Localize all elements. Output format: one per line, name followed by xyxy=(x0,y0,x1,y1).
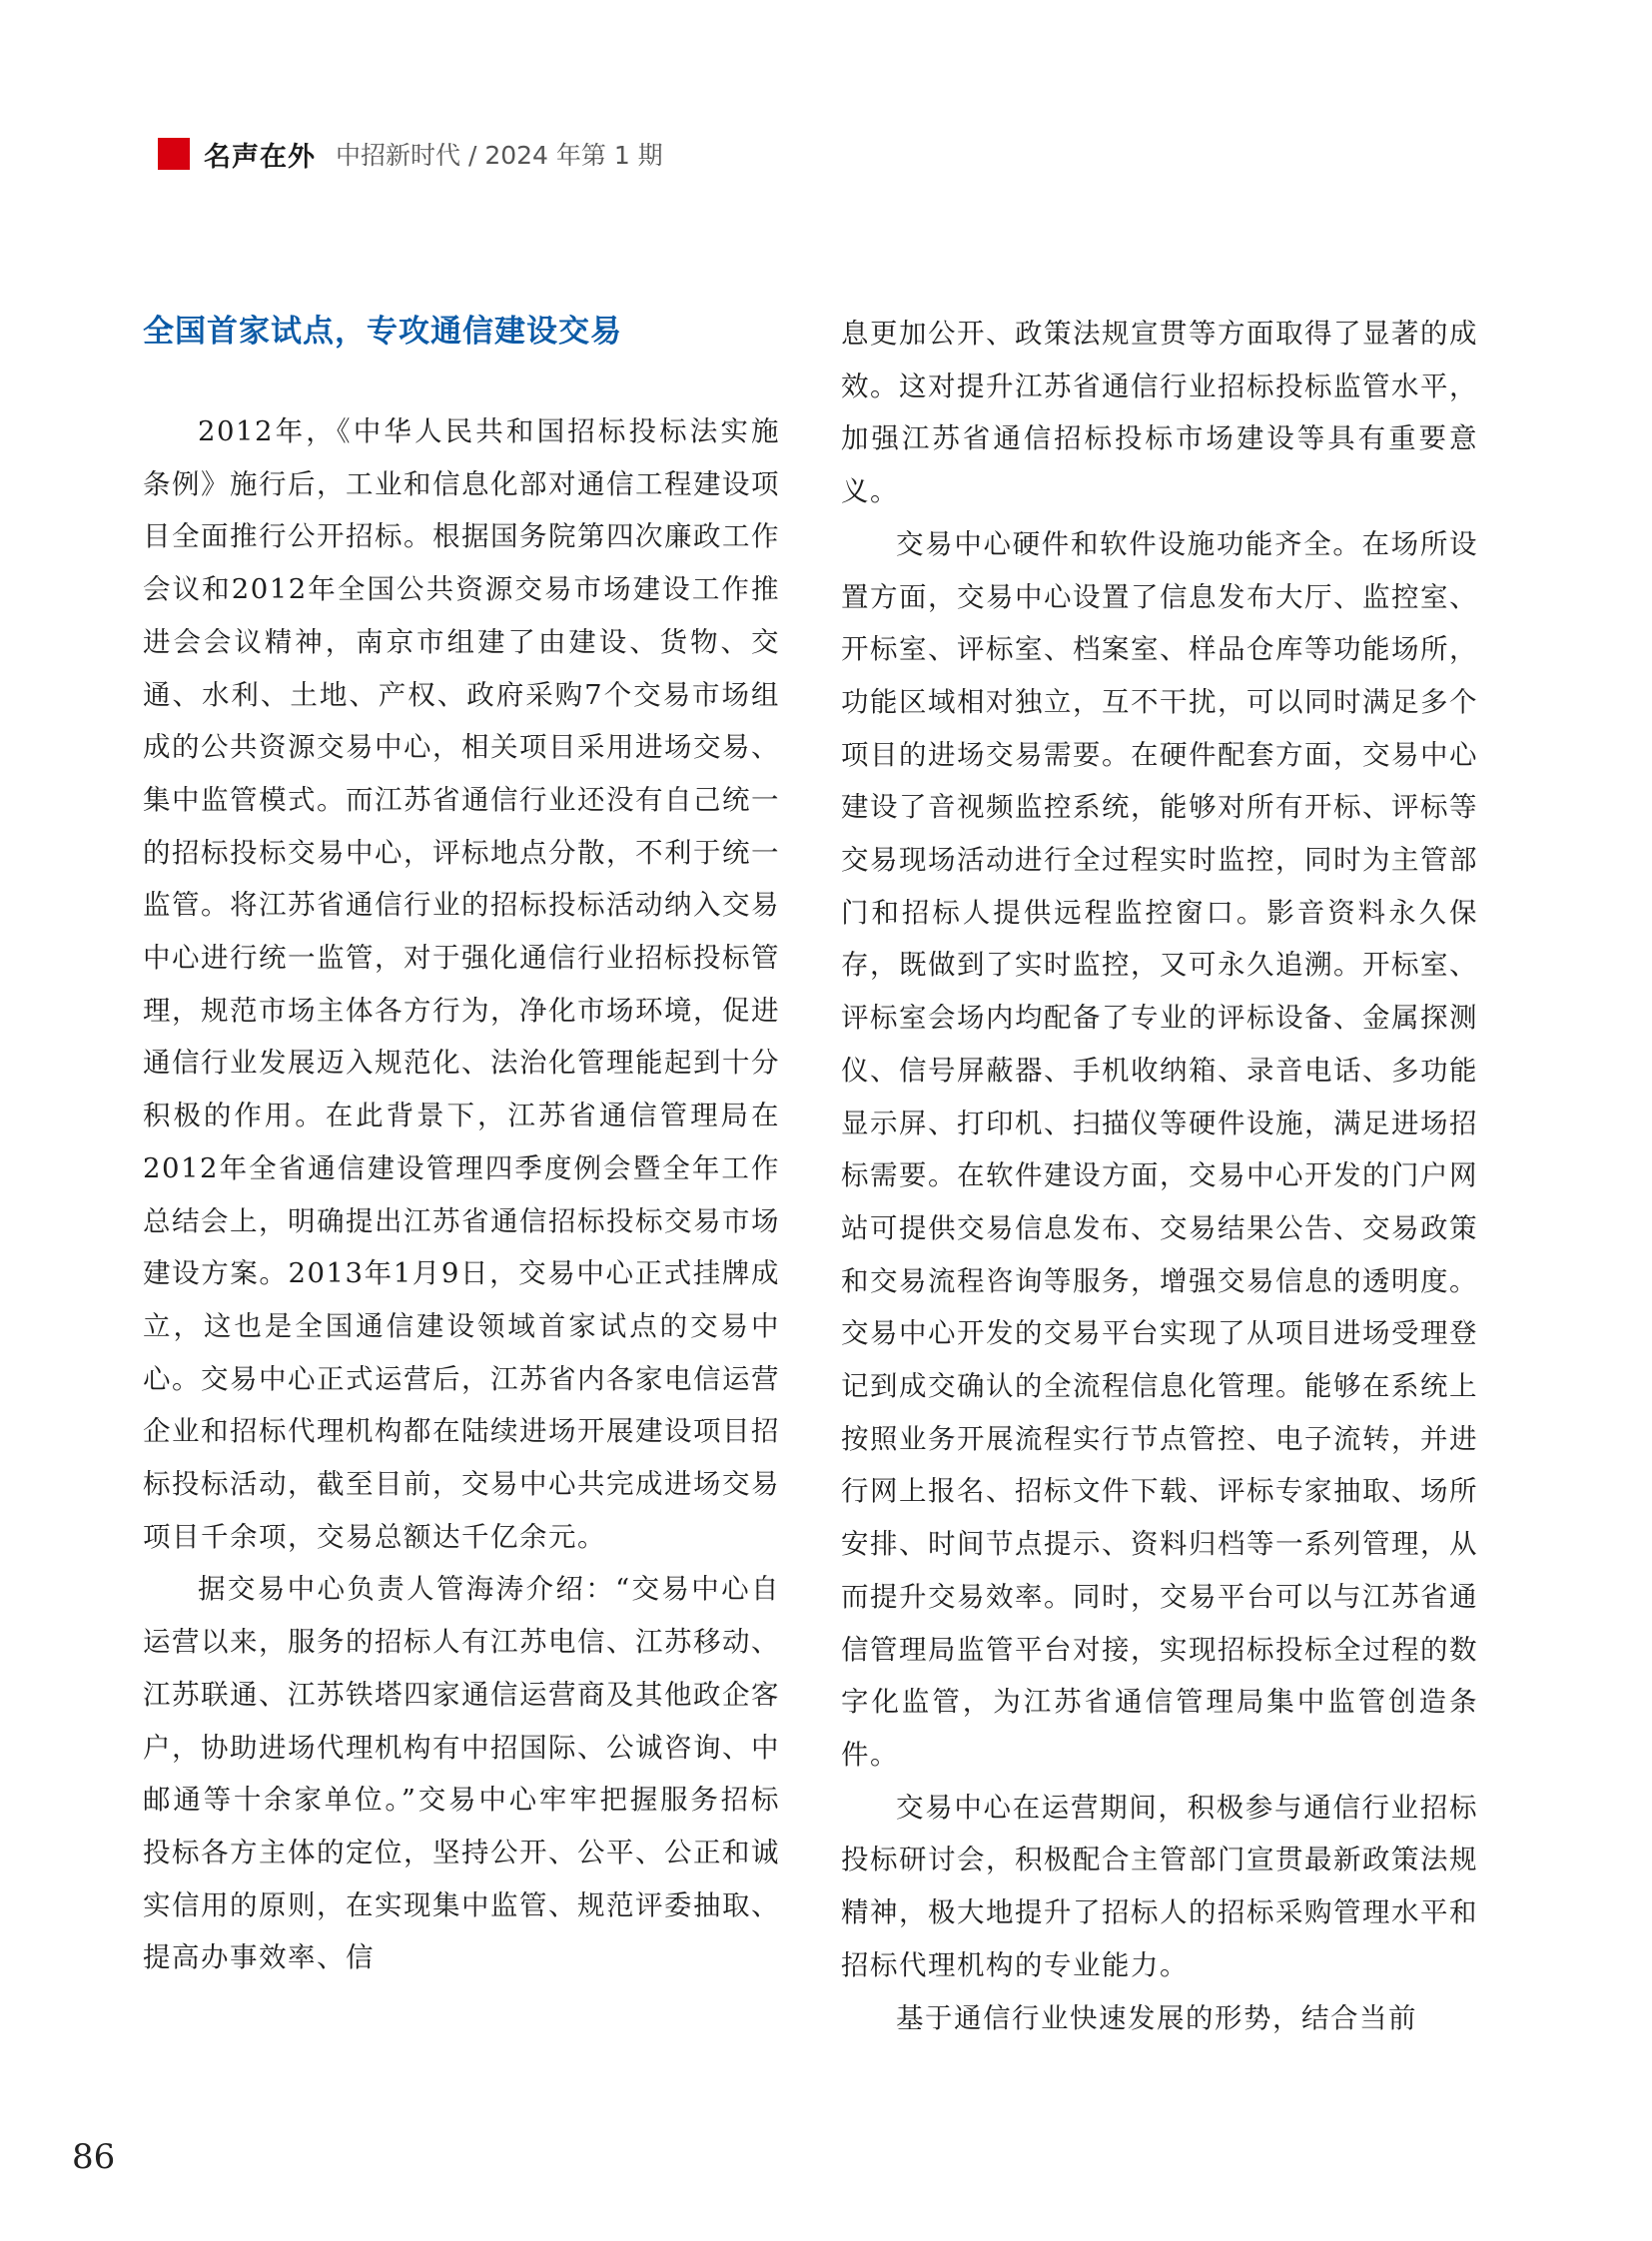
page-number: 86 xyxy=(72,2137,116,2177)
section-title: 名声在外 xyxy=(204,141,316,173)
paragraph-continued: 息更加公开、政策法规宣贯等方面取得了显著的成效。这对提升江苏省通信行业招标投标监管水平，加强江苏省通信招标投标市场建设等具有重要意义。 xyxy=(841,318,1478,508)
right-column xyxy=(841,308,1478,2044)
paragraph: 据交易中心负责人管海涛介绍：“交易中心自运营以来，服务的招标人有江苏电信、江苏移动、江苏联通、江苏铁塔四家通信运营商及其他政企客户，协助进场代理机构有中招国际、公诚咨询、中邮通等十余家单位。”交易中心牢牢把握服务招标投标各方主体的定位，坚持公开、公平、公正和诚实信用的原则，在实现集中监管、规范评委抽取、提高办事效率、信 xyxy=(143,1573,780,1974)
paragraph: 交易中心硬件和软件设施功能齐全。在场所设置方面，交易中心设置了信息发布大厅、监控室、开标室、评标室、档案室、样品仓库等功能场所，功能区域相对独立，互不干扰，可以同时满足多个项目的进场交易需要。在硬件配套方面，交易中心建设了音视频监控系统，能够对所有开标、评标等交易现场活动进行全过程实时监控，同时为主管部门和招标人提供远程监控窗口。影音资料永久保存，既做到了实时监控，又可永久追溯。开标室、评标室会场内均配备了专业的评标设备、金属探测仪、信号屏蔽器、手机收纳箱、录音电话、多功能显示屏、打印机、扫描仪等硬件设施，满足进场招标需要。在软件建设方面，交易中心开发的门户网站可提供交易信息发布、交易结果公告、交易政策和交易流程咨询等服务，增强交易信息的透明度。交易中心开发的交易平台实现了从项目进场受理登记到成交确认的全流程信息化管理。能够在系统上按照业务开展流程实行节点管控、电子流转，并进行网上报名、招标文件下载、评标专家抽取、场所安排、时间节点提示、资料归档等一系列管理，从而提升交易效率。同时，交易平台可以与江苏省通信管理局监管平台对接，实现招标投标全过程的数字化监管，为江苏省通信管理局集中监管创造条件。 xyxy=(841,527,1478,1771)
issue-label: 中招新时代 / 2024 年第 1 期 xyxy=(336,141,663,170)
paragraph: 2012年，《中华人民共和国招标投标法实施条例》施行后，工业和信息化部对通信工程建设项目全面推行公开招标。根据国务院第四次廉政工作会议和2012年全国公共资源交易市场建设工作推进会会议精神，南京市组建了由建设、货物、交通、水利、土地、产权、政府采购7个交易市场组成的公共资源交易中心，相关项目采用进场交易、集中监管模式。而江苏省通信行业还没有自己统一的招标投标交易中心，评标地点分散，不利于统一监管。将江苏省通信行业的招标投标活动纳入交易中心进行统一监管，对于强化通信行业招标投标管理，规范市场主体各方行为，净化市场环境，促进通信行业发展迈入规范化、法治化管理能起到十分积极的作用。在此背景下，江苏省通信管理局在2012年全省通信建设管理四季度例会暨全年工作总结会上，明确提出江苏省通信招标投标交易市场建设方案。2013年1月9日，交易中心正式挂牌成立，这也是全国通信建设领域首家试点的交易中心。交易中心正式运营后，江苏省内各家电信运营企业和招标代理机构都在陆续进场开展建设项目招标投标活动，截至目前，交易中心共完成进场交易项目千余项，交易总额达千亿余元。 xyxy=(143,415,780,1553)
page-header xyxy=(158,134,663,174)
left-column xyxy=(143,300,780,1984)
paragraph: 交易中心在运营期间，积极参与通信行业招标投标研讨会，积极配合主管部门宣贯最新政策法规精神，极大地提升了招标人的招标采购管理水平和招标代理机构的专业能力。 xyxy=(841,1791,1478,1981)
article-subheading: 全国首家试点，专攻通信建设交易 xyxy=(143,314,622,350)
section-marker xyxy=(158,138,190,170)
paragraph: 基于通信行业快速发展的形势，结合当前 xyxy=(896,2001,1417,2034)
